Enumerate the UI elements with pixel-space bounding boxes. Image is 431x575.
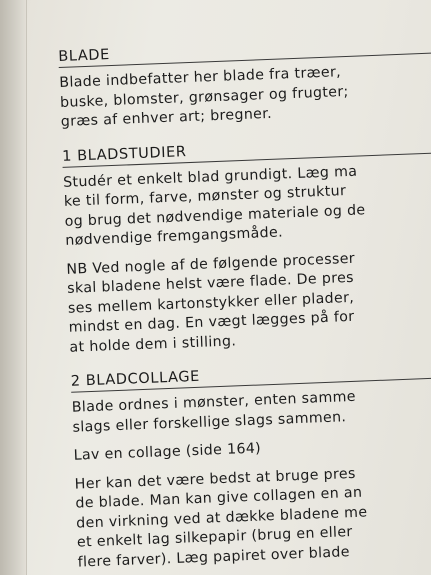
text-line: buske, blomster, grønsager og frugter; (59, 83, 349, 111)
paragraph-note (66, 244, 431, 358)
section-heading-bladstudier: 1 BLADSTUDIER (62, 132, 431, 167)
section-heading-bladcollage: 2 BLADCOLLAGE (70, 357, 431, 392)
page-content (58, 32, 431, 575)
text-line: et enkelt lag silkepapir (brug en eller (76, 524, 353, 551)
text-line: den virkning ved at dække bladene me (75, 503, 368, 532)
paragraph (74, 459, 431, 573)
paragraph (59, 58, 431, 133)
text-line: Blade ordnes i mønster, enten samme (71, 388, 357, 416)
text-line: NB Ved nogle af de følgende processer (66, 250, 356, 278)
book-spine (0, 0, 27, 575)
paragraph (71, 383, 431, 438)
text-line: Studér et enkelt blad grundigt. Læg ma (62, 163, 358, 191)
text-line: de blade. Man kan give collagen en an (75, 484, 363, 512)
paragraph (63, 157, 431, 251)
text-line: Lav en collage (side 164) (73, 440, 262, 464)
paragraph (73, 431, 431, 467)
text-line: skal bladene helst være flade. De pres (66, 269, 355, 297)
text-line: at holde dem i stilling. (69, 332, 237, 356)
text-line: mindst en dag. En vægt lægges på for (68, 308, 355, 336)
text-line: græs af enhver art; bregner. (60, 105, 273, 130)
text-line: ke til form, farve, mønster og struktur (63, 183, 347, 210)
text-line: slags eller forskellige slags sammen. (72, 408, 347, 436)
text-line: Her kan det være bedst at bruge pres (74, 465, 356, 493)
text-line: nødvendige fremgangsmåde. (65, 224, 284, 249)
text-line: og brug det nødvendige materiale og de (64, 201, 366, 230)
text-line: flere farver). Læg papiret over blade (77, 543, 351, 571)
section-heading-blade: BLADE (58, 33, 431, 68)
text-line: ses mellem kartonstykker eller plader, (67, 289, 355, 317)
text-line: Blade indbefatter her blade fra træer, (59, 64, 342, 91)
